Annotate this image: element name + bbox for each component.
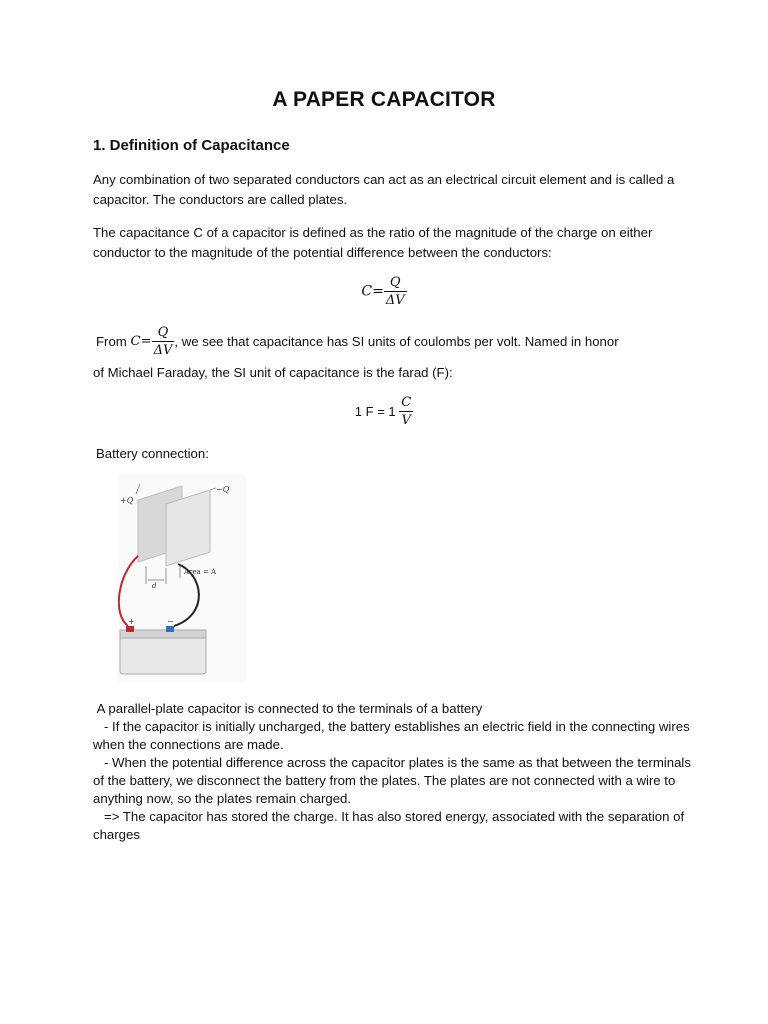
- inline-formula-numerator: Q: [152, 326, 175, 342]
- bullet-list: [93, 700, 693, 844]
- formula-capacitance: [0, 276, 768, 307]
- formula-equals: =: [372, 283, 384, 300]
- formula-lhs: C: [361, 283, 373, 300]
- page-title: A PAPER CAPACITOR: [272, 88, 496, 111]
- negative-plate: [166, 490, 210, 566]
- label-plus-q: +Q: [120, 496, 134, 505]
- label-plus: +: [128, 617, 135, 626]
- label-minus: −: [167, 617, 174, 626]
- inline-formula-fraction: [152, 326, 175, 357]
- formula-fraction: [384, 276, 407, 307]
- negative-terminal: [166, 626, 174, 632]
- inline-formula-denominator: ΔV: [153, 343, 173, 358]
- capacitor-diagram: [118, 474, 246, 682]
- farad-denominator: V: [401, 413, 411, 428]
- label-minus-q: −Q: [216, 485, 230, 494]
- bullet-intro: A parallel-plate capacitor is connected to the terminals of a battery: [93, 701, 483, 716]
- battery-connection-label: Battery connection:: [96, 446, 209, 461]
- inline-formula-lhs: C: [130, 334, 141, 349]
- farad-lhs: 1 F = 1: [354, 404, 400, 419]
- farad-fraction: [399, 396, 413, 427]
- paragraph-farad: of Michael Faraday, the SI unit of capacitance is the farad (F):: [93, 365, 453, 380]
- paragraph-definition: Any combination of two separated conductors can act as an electrical circuit element and is called a capacitor. The conductors are called plates.: [93, 172, 675, 207]
- label-d: d: [152, 582, 157, 590]
- inline-formula-equals: =: [140, 334, 152, 349]
- positive-terminal: [126, 626, 134, 632]
- formula-farad: [0, 396, 768, 427]
- from-suffix: , we see that capacitance has SI units of coulombs per volt. Named in honor: [174, 334, 619, 349]
- bullet-disconnect: - When the potential difference across the capacitor plates is the same as that between the terminals of the battery, we disconnect the battery from the plates. The plates are not connected with a wire to anything now, so the plates remain charged.: [93, 755, 695, 806]
- formula-numerator: Q: [384, 276, 407, 292]
- formula-denominator: ΔV: [385, 293, 405, 308]
- paragraph-capacitance: The capacitance C of a capacitor is defined as the ratio of the magnitude of the charge on either conductor to the magnitude of the potential difference between the conductors:: [93, 225, 653, 260]
- capacitor-battery-figure: [118, 474, 246, 682]
- label-area: Area = A: [184, 568, 217, 576]
- section-heading: 1. Definition of Capacitance: [93, 137, 290, 154]
- from-prefix: From: [96, 334, 131, 349]
- paragraph-from: [96, 326, 696, 357]
- bullet-stored: => The capacitor has stored the charge. It has also stored energy, associated with the separation of charges: [93, 809, 688, 842]
- bullet-uncharged: - If the capacitor is initially uncharged, the battery establishes an electric field in the connecting wires when the connections are made.: [93, 719, 694, 752]
- farad-numerator: C: [401, 395, 412, 410]
